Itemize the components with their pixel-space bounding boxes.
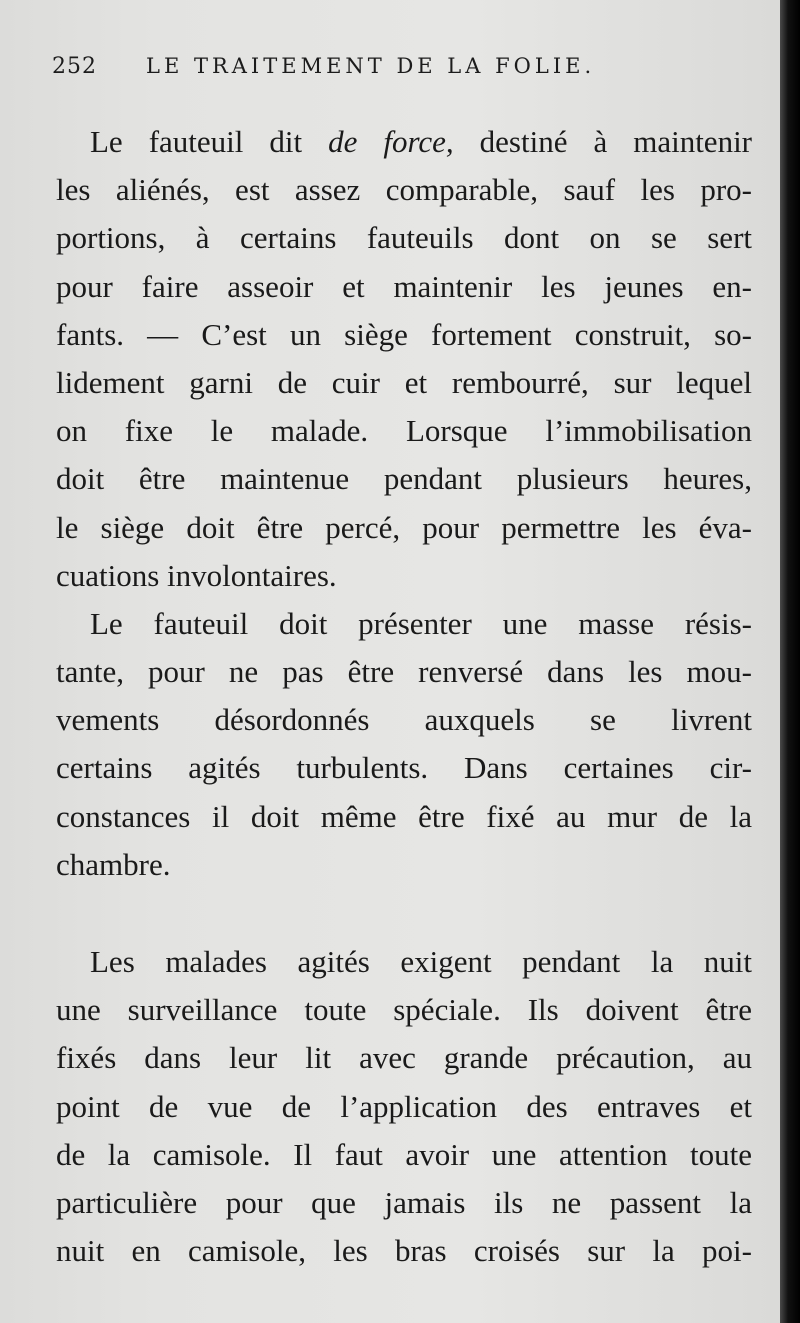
text-line: portions, à certains fauteuils dont on se sert [56, 220, 752, 256]
text-line: fixés dans leur lit avec grande précaution, au [56, 1040, 752, 1076]
running-title: LE TRAITEMENT DE LA FOLIE. [146, 54, 596, 78]
text-line: vements désordonnés auxquels se livrent [56, 702, 752, 738]
text-line: de la camisole. Il faut avoir une attention toute [56, 1136, 752, 1172]
text-line: tante, pour ne pas être renversé dans les mou- [56, 654, 752, 690]
text-line: chambre. [56, 846, 171, 882]
text-line: particulière pour que jamais ils ne passent la [56, 1184, 752, 1220]
text-line: Le fauteuil doit présenter une masse résis- [90, 605, 752, 641]
page-number: 252 [52, 54, 97, 79]
section-gap [56, 889, 752, 938]
text-line: pour faire asseoir et maintenir les jeunes en- [56, 268, 752, 304]
paragraph-2 [56, 600, 752, 889]
text-line: Les malades agités exigent pendant la nuit [90, 944, 752, 979]
text-line: une surveillance toute spéciale. Ils doivent être [56, 992, 752, 1028]
text-line [56, 118, 752, 166]
page-binding-edge [780, 0, 800, 1323]
text-line: certains agités turbulents. Dans certaines cir- [56, 750, 752, 786]
text-line: fants. — C’est un siège fortement construit, so- [56, 316, 752, 352]
line-lead: Le fauteuil dit [90, 124, 329, 159]
line-rest: destiné à maintenir [479, 124, 752, 159]
text-line: point de vue de l’application des entraves et [56, 1088, 752, 1124]
text-line: le siège doit être percé, pour permettre les éva- [56, 509, 752, 545]
text-line: cuations involontaires. [56, 557, 337, 593]
text-line: nuit en camisole, les bras croisés sur la poi- [56, 1233, 752, 1269]
emphasis-de-force: de force, [328, 124, 454, 159]
paragraph-3 [56, 938, 752, 1275]
page-header [52, 52, 752, 92]
text-line: doit être maintenue pendant plusieurs heures, [56, 461, 752, 497]
text-line: lidement garni de cuir et rembourré, sur lequel [56, 364, 752, 400]
paragraph-1 [56, 118, 752, 600]
text-line: on fixe le malade. Lorsque l’immobilisation [56, 413, 752, 449]
body-text [56, 118, 752, 1275]
text-line: les aliénés, est assez comparable, sauf les pro- [56, 172, 752, 208]
text-line: constances il doit même être fixé au mur de la [56, 798, 752, 834]
